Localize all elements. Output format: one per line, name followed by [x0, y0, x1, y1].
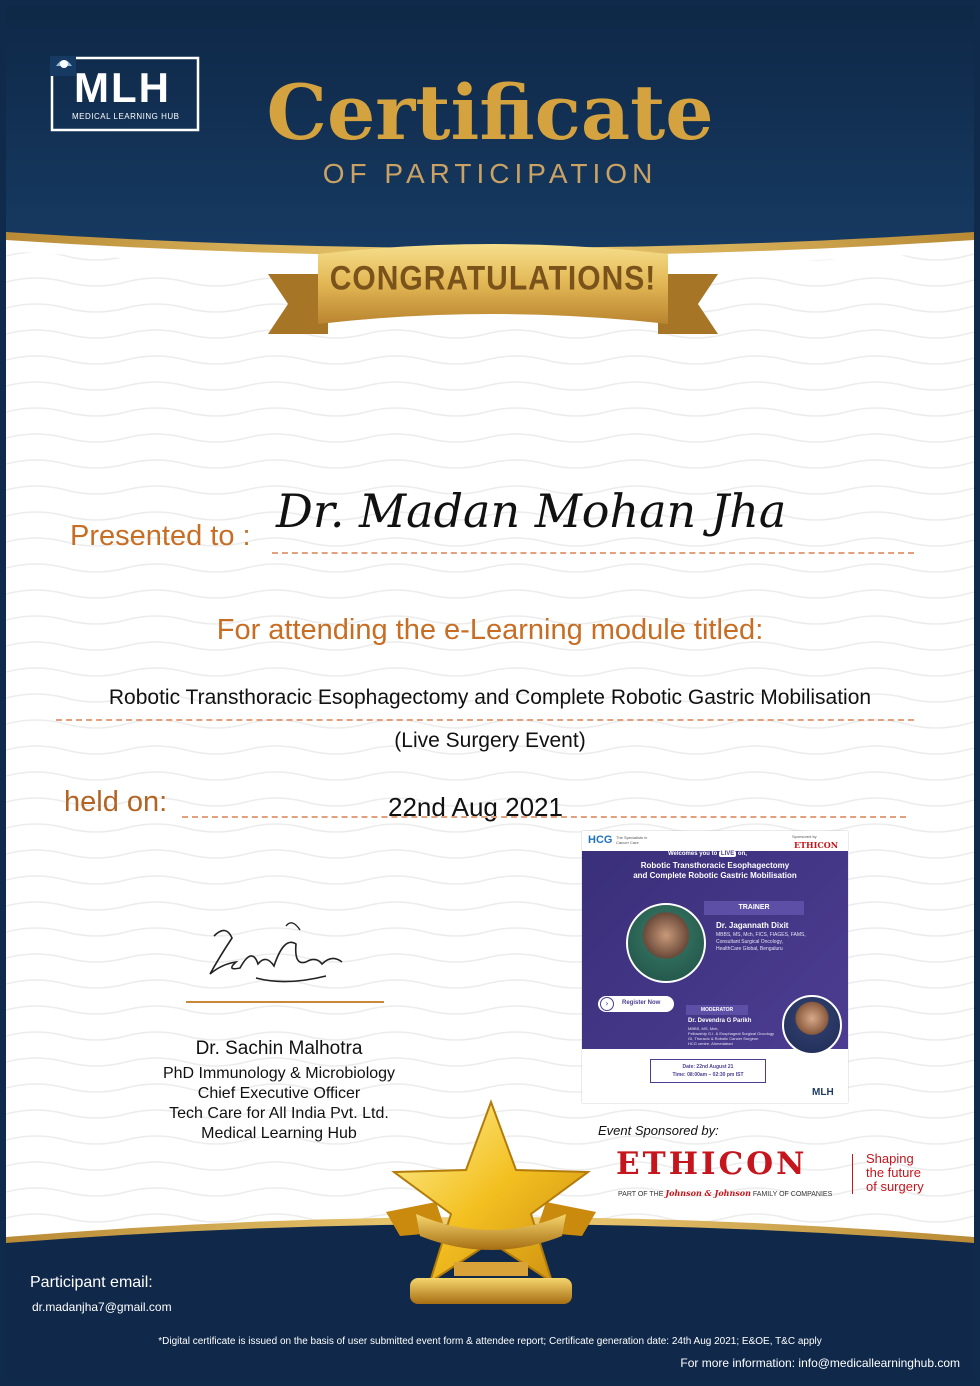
ethicon-family-line: PART OF THE Johnson & Johnson FAMILY OF COMPANIES	[618, 1188, 833, 1198]
wave-line	[6, 356, 974, 364]
poster-title	[582, 861, 848, 881]
footer-info: For more information: info@medicallearninghub.com	[680, 1356, 960, 1370]
poster-sponsor-logo: ETHICON	[794, 840, 838, 850]
logo-subtitle: MEDICAL LEARNING HUB	[72, 112, 180, 121]
trainer-photo	[626, 903, 706, 983]
ethicon-tagline: Shaping the future of surgery	[866, 1151, 924, 1194]
wave-line	[6, 590, 974, 598]
signatory-line-4: Medical Learning Hub	[201, 1125, 357, 1142]
poster-sponsor-label: Sponsored by	[792, 834, 817, 839]
poster-header	[582, 831, 848, 851]
poster-mlh-logo: MLH	[812, 1087, 834, 1098]
participant-label: Participant email:	[30, 1274, 153, 1291]
date-underline	[182, 816, 906, 818]
poster-title-2: and Complete Robotic Gastric Mobilisation	[633, 871, 797, 880]
wave-line	[6, 434, 974, 442]
poster-title-1: Robotic Transthoracic Esophagectomy	[640, 861, 790, 870]
poster-welcome: Welcomes you to LIVE on,	[668, 851, 747, 857]
poster-trainer-label: TRAINER	[704, 901, 804, 915]
module-label: For attending the e-Learning module titled:	[216, 614, 764, 646]
wave-line	[6, 460, 974, 468]
certificate	[6, 6, 974, 1380]
event-date: 22nd Aug 2021	[388, 792, 563, 822]
certificate-title: Certificate	[266, 68, 714, 157]
signature-line	[186, 1001, 384, 1003]
sponsor-label: Event Sponsored by:	[598, 1123, 719, 1138]
congratulations-text: CONGRATULATIONS!	[329, 259, 657, 298]
participant-email: dr.madanjha7@gmail.com	[32, 1300, 172, 1314]
module-subtitle: (Live Surgery Event)	[394, 729, 586, 752]
poster-hcg-tag: The Specialists in Cancer Care	[616, 835, 648, 845]
poster-hcg-logo: HCG	[588, 834, 613, 846]
poster-moderator-label: MODERATOR	[686, 1005, 748, 1015]
signature	[196, 916, 366, 996]
wave-line	[6, 720, 974, 728]
held-label: held on:	[64, 786, 168, 818]
moderator-photo	[782, 995, 842, 1055]
sponsor-divider	[852, 1154, 853, 1194]
register-arrow-icon: ›	[600, 997, 614, 1011]
wave-line	[6, 772, 974, 780]
logo-text: MLH	[74, 64, 171, 111]
poster-date-box	[650, 1059, 766, 1083]
event-poster	[582, 831, 848, 1103]
recipient-name: Dr. Madan Mohan Jha	[276, 484, 787, 538]
wave-line	[6, 408, 974, 416]
poster-date-line: Date: 22nd August 21	[682, 1064, 734, 1070]
poster-register-label: Register Now	[622, 1000, 661, 1006]
poster-moderator-name: Dr. Devendra G Parikh	[688, 1018, 752, 1024]
certificate-subtitle: OF PARTICIPATION	[322, 158, 658, 189]
signatory-line-3: Tech Care for All India Pvt. Ltd.	[169, 1105, 389, 1122]
wave-line	[6, 564, 974, 572]
wave-line	[6, 382, 974, 390]
module-underline	[56, 719, 914, 721]
poster-trainer-degrees: MBBS, MS, Mch, FICS, FIAGES, FAMS, Consultant Surgical Oncology, HealthCare Global, Bengaluru	[716, 932, 806, 952]
poster-register-button	[598, 996, 674, 1012]
ethicon-logo: ETHICON	[616, 1146, 808, 1182]
poster-moderator-degrees: MBBS, MS, Mch, Fellowship G.I. & Esophageal Surgical Oncology GI, Thoracic & Robotic Cancer Surgeon HCG centre, Ahmedabad	[688, 1026, 775, 1046]
presented-label: Presented to :	[70, 520, 251, 552]
poster-time-line: Time: 08:00am – 02:30 pm IST	[672, 1072, 744, 1078]
name-underline	[272, 552, 914, 554]
poster-trainer-name: Dr. Jagannath Dixit	[716, 921, 789, 930]
signatory-name: Dr. Sachin Malhotra	[195, 1038, 363, 1059]
footer-disclaimer: *Digital certificate is issued on the basis of user submitted event form & attendee report; Certificate generation date: 24th Aug 2021; E&OE, T&C apply	[158, 1336, 822, 1347]
wave-line	[6, 668, 974, 676]
signatory-line-1: PhD Immunology & Microbiology	[162, 1065, 396, 1082]
star-trophy-icon	[376, 1096, 606, 1312]
signatory-line-2: Chief Executive Officer	[197, 1085, 361, 1102]
module-title: Robotic Transthoracic Esophagectomy and Complete Robotic Gastric Mobilisation	[108, 686, 872, 709]
